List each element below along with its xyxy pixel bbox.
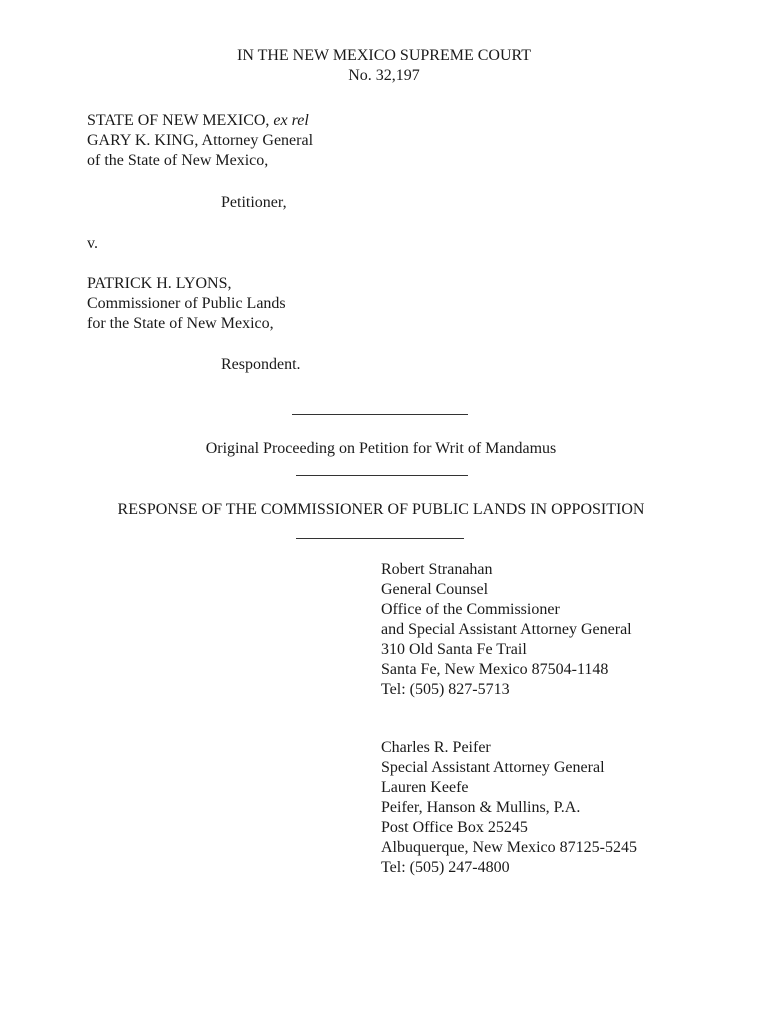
case-number: No. 32,197 xyxy=(348,67,420,84)
respondent-line-3: for the State of New Mexico, xyxy=(87,315,274,332)
counsel-1-line: Robert Stranahan xyxy=(381,561,493,578)
counsel-2-line: Tel: (505) 247-4800 xyxy=(381,859,510,876)
petitioner-line-2: GARY K. KING, Attorney General xyxy=(87,132,314,149)
petitioner-role: Petitioner, xyxy=(221,194,287,211)
counsel-1-line: 310 Old Santa Fe Trail xyxy=(381,641,527,658)
ex-rel-label: ex rel xyxy=(273,112,309,129)
counsel-2-line: Albuquerque, New Mexico 87125-5245 xyxy=(381,839,637,856)
divider-rule-2 xyxy=(296,475,468,476)
petitioner-line-1 xyxy=(87,111,309,131)
counsel-1-line: Office of the Commissioner xyxy=(381,601,560,618)
counsel-2-line: Post Office Box 25245 xyxy=(381,819,528,836)
versus-label: v. xyxy=(87,235,98,252)
counsel-block-1 xyxy=(381,560,632,700)
divider-rule-1 xyxy=(292,414,468,415)
respondent-line-2: Commissioner of Public Lands xyxy=(87,295,286,312)
counsel-1-line: and Special Assistant Attorney General xyxy=(381,621,632,638)
respondent-role: Respondent. xyxy=(221,356,301,373)
counsel-1-line: General Counsel xyxy=(381,581,489,598)
counsel-2-line: Charles R. Peifer xyxy=(381,739,491,756)
court-name: IN THE NEW MEXICO SUPREME COURT xyxy=(236,47,531,64)
counsel-1-line: Santa Fe, New Mexico 87504-1148 xyxy=(381,661,609,678)
counsel-1-line: Tel: (505) 827-5713 xyxy=(381,681,510,698)
proceeding-title: Original Proceeding on Petition for Writ of Mandamus xyxy=(205,440,557,457)
petitioner-name: STATE OF NEW MEXICO, xyxy=(87,112,274,129)
document-title: RESPONSE OF THE COMMISSIONER OF PUBLIC LANDS IN OPPOSITION xyxy=(117,501,645,518)
counsel-2-line: Special Assistant Attorney General xyxy=(381,759,605,776)
divider-rule-3 xyxy=(296,538,464,539)
counsel-2-line: Peifer, Hanson & Mullins, P.A. xyxy=(381,799,581,816)
counsel-2-line: Lauren Keefe xyxy=(381,779,469,796)
respondent-line-1: PATRICK H. LYONS, xyxy=(87,275,232,292)
petitioner-line-3: of the State of New Mexico, xyxy=(87,152,269,169)
counsel-block-2 xyxy=(381,738,637,878)
